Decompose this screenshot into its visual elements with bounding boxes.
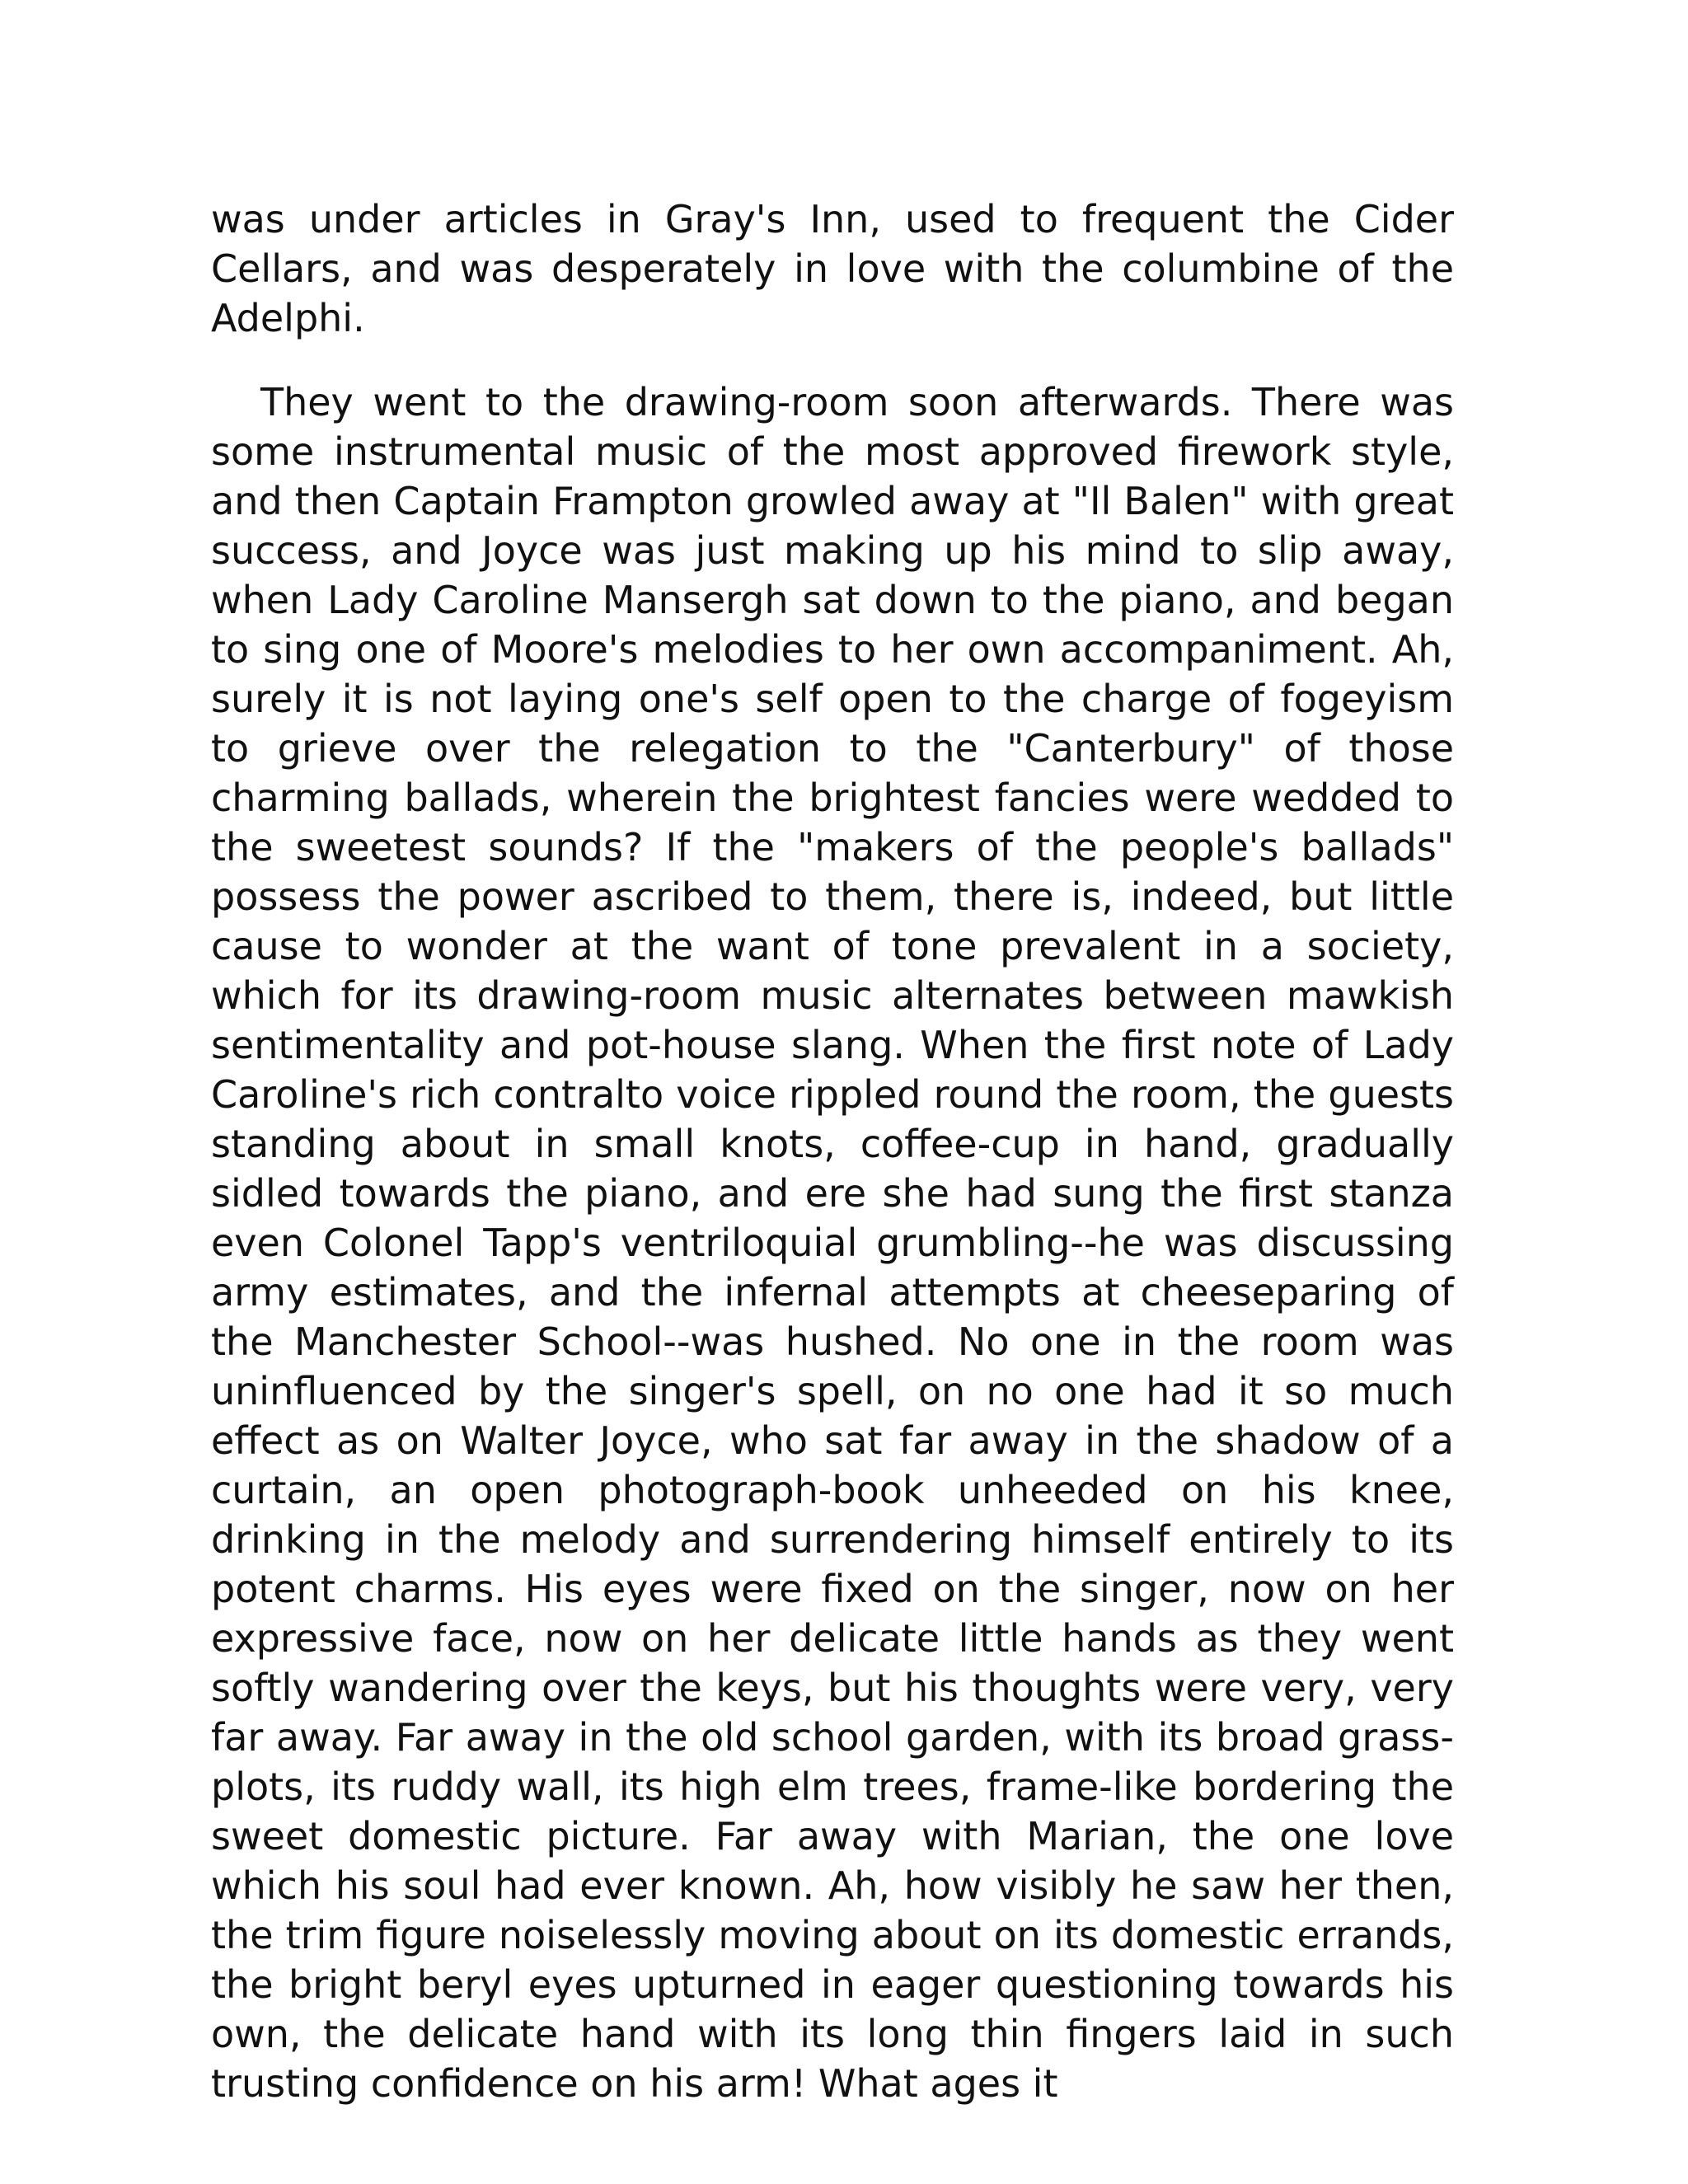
paragraph-drawing-room: They went to the drawing-room soon afterwards. There was some instrumental music of the most approved firework style, and then Captain Frampton growled away at "Il Balen" with great success, and Joyce was just making up his mind to slip away, when Lady Caroline Mansergh sat down to the piano, and began to sing one of Moore's melodies to her own accompaniment. Ah, surely it is not laying one's self open to the charge of fogeyism to grieve over the relegation to the "Canterbury" of those charming ballads, wherein the brightest fancies were wedded to the sweetest sounds? If the "makers of the people's ballads" possess the power ascribed to them, there is, indeed, but little cause to wonder at the want of tone prevalent in a society, which for its drawing-room music alternates between mawkish sentimentality and pot-house slang. When the first note of Lady Caroline's rich contralto voice rippled round the room, the guests standing about in small knots, coffee-cup in hand, gradually sidled towards the piano, and ere she had sung the first stanza even Colonel Tapp's ventriloquial grumbling--he was discussing army estimates, and the infernal attempts at cheeseparing of the Manchester School--was hushed. No one in the room was uninfluenced by the singer's spell, on no one had it so much effect as on Walter Joyce, who sat far away in the shadow of a curtain, an open photograph-book unheeded on his knee, drinking in the melody and surrendering himself entirely to its potent charms. His eyes were fixed on the singer, now on her expressive face, now on her delicate little hands as they went softly wandering over the keys, but his thoughts were very, very far away. Far away in the old school garden, with its broad grass-plots, its ruddy wall, its high elm trees, frame-like bordering the sweet domestic picture. Far away with Marian, the one love which his soul had ever known. Ah, how visibly he saw her then, the trim figure noiselessly moving about on its domestic errands, the bright beryl eyes upturned in eager questioning towards his own, the delicate hand with its long thin fingers laid in such trusting confidence on his arm! What ages it [211, 380, 1454, 2106]
paragraph-continued: was under articles in Gray's Inn, used to frequent the Cider Cellars, and was desperately in love with the columbine of the Adelphi. [211, 197, 1454, 340]
page-body [211, 194, 1454, 2108]
